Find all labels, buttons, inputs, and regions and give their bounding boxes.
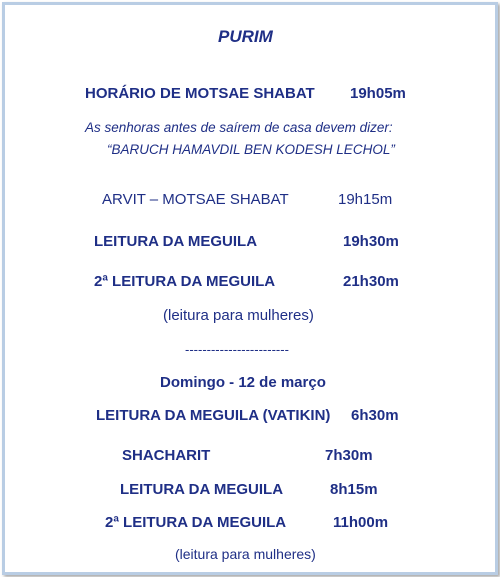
purim-schedule-card xyxy=(2,2,498,575)
section-separator: ------------------------ xyxy=(185,342,289,357)
schedule-label-shacharit: SHACHARIT xyxy=(122,447,211,464)
motsae-label: HORÁRIO DE MOTSAE SHABAT xyxy=(85,85,315,102)
schedule-time-shacharit: 7h30m xyxy=(325,447,373,464)
instruction-line-2: “BARUCH HAMAVDIL BEN KODESH LECHOL” xyxy=(107,142,395,157)
schedule-label-meguila-2-sunday: 2ª LEITURA DA MEGUILA xyxy=(105,514,287,531)
schedule-time-meguila: 19h30m xyxy=(343,233,399,250)
schedule-label-vatikin: LEITURA DA MEGUILA (VATIKIN) xyxy=(96,407,331,424)
sunday-heading: Domingo - 12 de março xyxy=(160,374,326,391)
schedule-time-meguila-sunday: 8h15m xyxy=(330,481,378,498)
schedule-label-meguila-sunday: LEITURA DA MEGUILA xyxy=(120,481,284,498)
motsae-time: 19h05m xyxy=(350,85,406,102)
schedule-time-vatikin: 6h30m xyxy=(351,407,399,424)
schedule-label-meguila-2: 2ª LEITURA DA MEGUILA xyxy=(94,273,276,290)
page-title: PURIM xyxy=(218,27,273,46)
instruction-line-1: As senhoras antes de saírem de casa devem dizer: xyxy=(85,120,393,135)
schedule-label-meguila: LEITURA DA MEGUILA xyxy=(94,233,258,250)
sunday-note: (leitura para mulheres) xyxy=(175,546,316,562)
schedule-time-arvit: 19h15m xyxy=(338,191,393,208)
schedule-time-meguila-2-sunday: 11h00m xyxy=(333,514,389,531)
schedule-label-arvit: ARVIT – MOTSAE SHABAT xyxy=(102,191,289,208)
schedule-time-meguila-2: 21h30m xyxy=(343,273,399,290)
saturday-note: (leitura para mulheres) xyxy=(163,307,314,324)
